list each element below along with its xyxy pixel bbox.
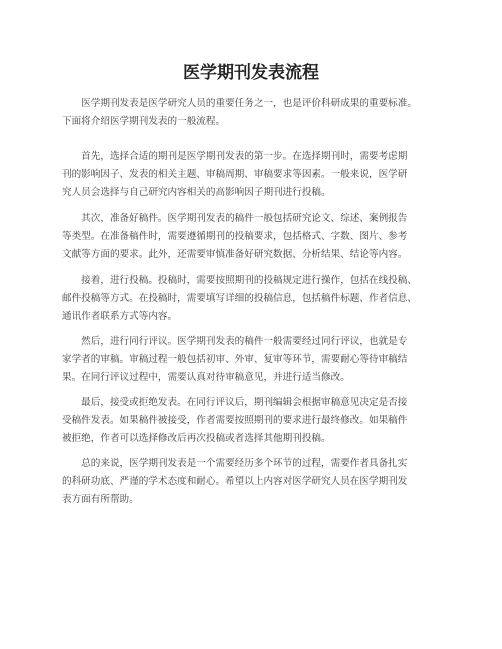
paragraph-line: 医学期刊发表是医学研究人员的重要任务之一，也是评价科研成果的重要标准。: [62, 98, 417, 109]
paragraph-line: 家学者的审稿。审稿过程一般包括初审、外审、复审等环节，需要耐心等待审稿结: [62, 354, 408, 365]
paragraph-line: 最后，接受或拒绝发表。在同行评议后，期刊编辑会根据审稿意见决定是否接: [62, 397, 408, 408]
paragraph-prepare-manuscript: [62, 210, 442, 264]
paragraph-decision: [62, 394, 442, 448]
paragraph-line: 刊的影响因子、发表的相关主题、审稿周期、审稿要求等因素。一般来说，医学研: [62, 169, 408, 180]
paragraph-line: 表方面有所帮助。: [62, 494, 139, 505]
paragraph-line: 文献等方面的要求。此外，还需要审慎准备好研究数据、分析结果、结论等内容。: [62, 249, 408, 260]
paragraph-line: 的科研功底、严谨的学术态度和耐心。希望以上内容对医学研究人员在医学期刊发: [62, 476, 408, 487]
paragraph-intro: [62, 95, 442, 131]
paragraph-line: 究人员会选择与自己研究内容相关的高影响因子期刊进行投稿。: [62, 187, 331, 198]
paragraph-line: 等类型。在准备稿件时，需要遵循期刊的投稿要求，包括格式、字数、图片、参考: [62, 231, 408, 242]
paragraph-choose-journal: [62, 148, 442, 202]
document-title: 医学期刊发表流程: [183, 63, 319, 83]
paragraph-line: 其次，准备好稿件。医学期刊发表的稿件一般包括研究论文、综述、案例报告: [62, 213, 408, 224]
paragraph-line: 受稿件发表。如果稿件被接受，作者需要按照期刊的要求进行最终修改。如果稿件: [62, 415, 408, 426]
paragraph-line: 首先，选择合适的期刊是医学期刊发表的第一步。在选择期刊时，需要考虑期: [62, 151, 408, 162]
paragraph-peer-review: [62, 333, 442, 387]
paragraph-summary: [62, 455, 442, 509]
paragraph-line: 通讯作者联系方式等内容。: [62, 311, 178, 322]
paragraph-line: 接着，进行投稿。投稿时，需要按照期刊的投稿规定进行操作，包括在线投稿、: [62, 275, 417, 286]
paragraph-line: 下面将介绍医学期刊发表的一般流程。: [62, 116, 226, 127]
paragraph-submission: [62, 272, 442, 326]
paragraph-line: 被拒绝，作者可以选择修改后再次投稿或者选择其他期刊投稿。: [62, 433, 331, 444]
paragraph-line: 果。在同行评议过程中，需要认真对待审稿意见，并进行适当修改。: [62, 372, 350, 383]
paragraph-line: 然后，进行同行评议。医学期刊发表的稿件一般需要经过同行评议，也就是专: [62, 336, 408, 347]
paragraph-line: 邮件投稿等方式。在投稿时，需要填写详细的投稿信息，包括稿件标题、作者信息、: [62, 293, 417, 304]
paragraph-line: 总的来说，医学期刊发表是一个需要经历多个环节的过程，需要作者具备扎实: [62, 458, 408, 469]
